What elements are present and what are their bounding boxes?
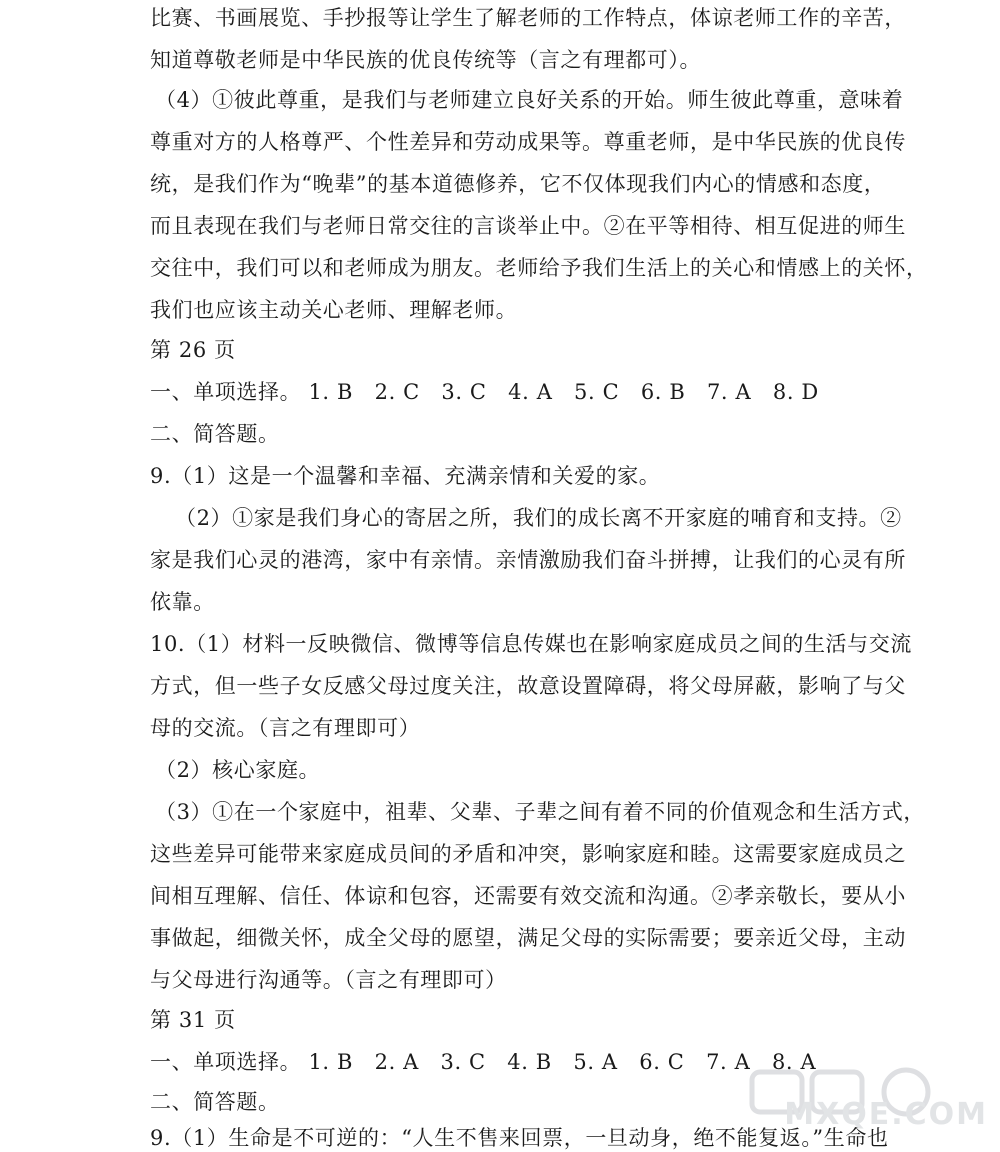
text-line: （2）①家是我们身心的寄居之所，我们的成长离不开家庭的哺育和支持。② [175, 506, 902, 530]
text-line: 这些差异可能带来家庭成员间的矛盾和冲突，影响家庭和睦。这需要家庭成员之 [150, 842, 906, 866]
answer-key-line: 一、单项选择。 1. B 2. C 3. C 4. A 5. C 6. B 7. A 8. D [150, 380, 819, 404]
text-line: 事做起，细微关怀，成全父母的愿望，满足父母的实际需要；要亲近父母，主动 [150, 926, 906, 950]
text-line: 9.（1）这是一个温馨和幸福、充满亲情和关爱的家。 [150, 464, 661, 488]
watermark-logo [746, 1066, 996, 1136]
text-line: （3）①在一个家庭中，祖辈、父辈、子辈之间有着不同的价值观念和生活方式， [155, 800, 925, 824]
text-line: 与父母进行沟通等。（言之有理即可） [150, 968, 507, 992]
text-line: 知道尊敬老师是中华民族的优良传统等（言之有理都可）。 [150, 48, 702, 72]
text-line: 家是我们心灵的港湾，家中有亲情。亲情激励我们奋斗拼搏，让我们的心灵有所 [150, 548, 906, 572]
text-line: 间相互理解、信任、体谅和包容，还需要有效交流和沟通。②孝亲敬长，要从小 [150, 884, 906, 908]
text-line: 我们也应该主动关心老师、理解老师。 [150, 298, 518, 322]
text-line: 统，是我们作为“晚辈”的基本道德修养，它不仅体现我们内心的情感和态度， [150, 172, 886, 196]
section-heading: 第 31 页 [150, 1008, 236, 1032]
text-line: （2）核心家庭。 [155, 758, 321, 782]
text-line: 10.（1）材料一反映微信、微博等信息传媒也在影响家庭成员之间的生活与交流 [150, 632, 912, 656]
text-line: 依靠。 [150, 590, 215, 614]
text-line: 方式，但一些子女反感父母过度关注，故意设置障碍，将父母屏蔽，影响了与父 [150, 674, 906, 698]
section-heading: 二、简答题。 [150, 1090, 280, 1114]
text-line: 而且表现在我们与老师日常交往的言谈举止中。②在平等相待、相互促进的师生 [150, 214, 906, 238]
watermark-text: MXQE.COM [784, 1097, 988, 1132]
text-line: 母的交流。（言之有理即可） [150, 716, 421, 740]
text-line: 比赛、书画展览、手抄报等让学生了解老师的工作特点，体谅老师工作的辛苦， [150, 6, 906, 30]
section-heading: 二、简答题。 [150, 422, 280, 446]
text-line: 交往中，我们可以和老师成为朋友。老师给予我们生活上的关心和情感上的关怀， [150, 256, 928, 280]
answer-key-line: 一、单项选择。 1. B 2. A 3. C 4. B 5. A 6. C 7. A 8. A [150, 1050, 817, 1074]
text-line: （4）①彼此尊重，是我们与老师建立良好关系的开始。师生彼此尊重，意味着 [155, 88, 904, 112]
section-heading: 第 26 页 [150, 338, 236, 362]
text-line: 9.（1）生命是不可逆的：“人生不售来回票，一旦动身，绝不能复返。”生命也 [150, 1126, 889, 1150]
text-line: 尊重对方的人格尊严、个性差异和劳动成果等。尊重老师，是中华民族的优良传 [150, 130, 906, 154]
